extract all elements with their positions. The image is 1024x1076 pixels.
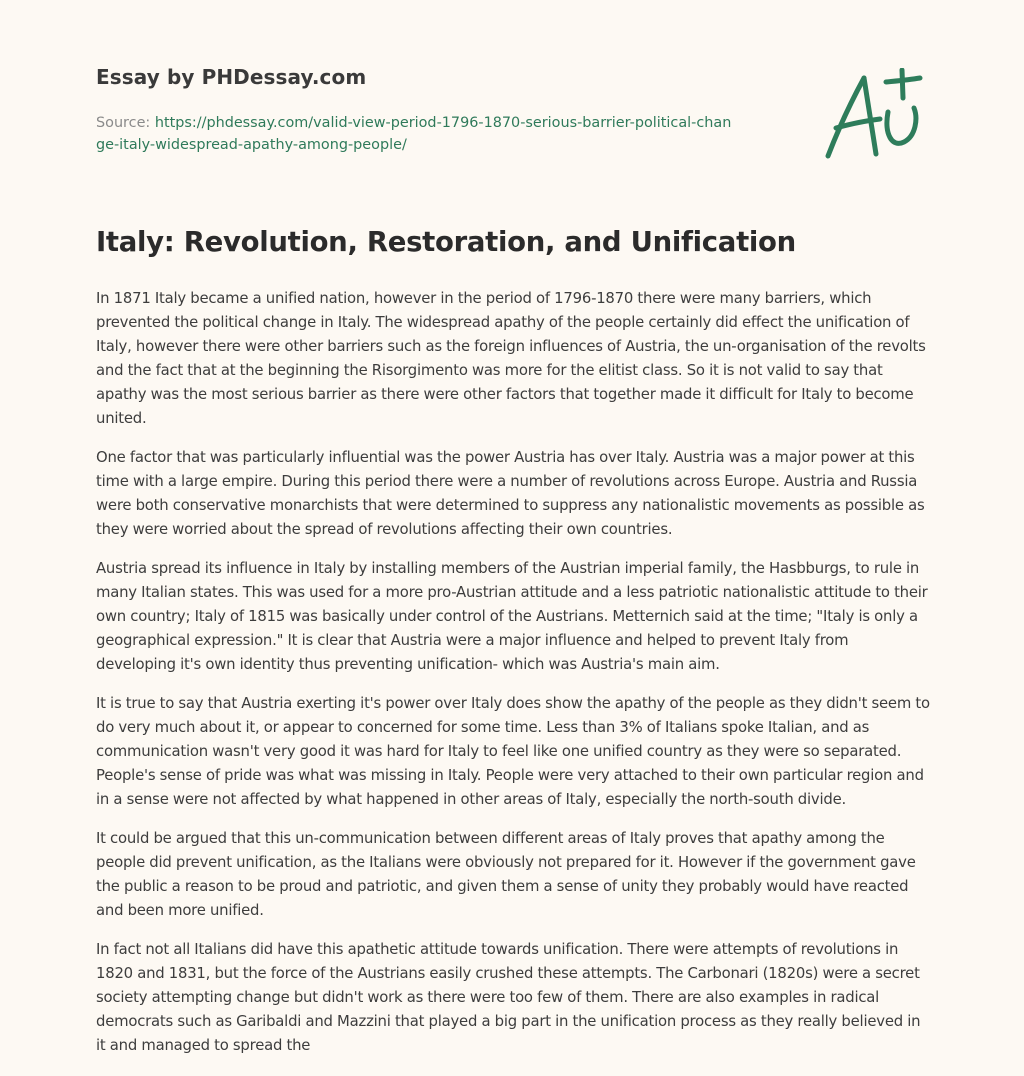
source-label: Source: xyxy=(96,115,155,131)
source-link[interactable]: https://phdessay.com/valid-view-period-1796-1870-serious-barrier-political-change-italy-widespread-apathy-among-people/ xyxy=(96,115,732,153)
essay-paragraph: In 1871 Italy became a unified nation, however in the period of 1796-1870 there were many barriers, which prevented the political change in Italy. The widespread apathy of the people certainly did effect the unification of Italy, however there were other barriers such as the foreign influences of Austria, the un-organisation of the revolts and the fact that at the beginning the Risorgimento was more for the elitist class. So it is not valid to say that apathy was the most serious barrier as there were other factors that together made it difficult for Italy to become united. xyxy=(96,289,926,427)
source-line xyxy=(96,112,736,156)
essay-body xyxy=(96,286,930,1072)
essay-paragraph: It is true to say that Austria exerting it's power over Italy does show the apathy of the people as they didn't seem to do very much about it, or appear to concerned for some time. Less than 3% of Italians spoke Italian, and as communication wasn't very good it was hard for Italy to feel like one unified country as they were so separated. People's sense of pride was what was missing in Italy. People were very attached to their own particular region and in a sense were not affected by what happened in other areas of Italy, especially the north-south divide. xyxy=(96,694,930,808)
essay-paragraph: Austria spread its influence in Italy by installing members of the Austrian imperial family, the Hasbburgs, to rule in many Italian states. This was used for a more pro-Austrian attitude and a less patriotic nationalistic attitude to their own country; Italy of 1815 was basically under control of the Austrians. Metternich said at the time; "Italy is only a geographical expression." It is clear that Austria were a major influence and helped to prevent Italy from developing it's own identity thus preventing unification- which was Austria's main aim. xyxy=(96,559,928,673)
a-plus-grade-icon xyxy=(824,68,928,164)
essay-paragraph: One factor that was particularly influential was the power Austria has over Italy. Austria was a major power at this time with a large empire. During this period there were a number of revolutions across Europe. Austria and Russia were both conservative monarchists that were determined to suppress any nationalistic movements as possible as they were worried about the spread of revolutions affecting their own countries. xyxy=(96,448,925,538)
essay-title: Italy: Revolution, Restoration, and Unification xyxy=(96,226,796,258)
essay-paragraph: It could be argued that this un-communication between different areas of Italy proves that apathy among the people did prevent unification, as the Italians were obviously not prepared for it. However if the government gave the public a reason to be proud and patriotic, and given them a sense of unity they probably would have reacted and been more unified. xyxy=(96,829,916,919)
site-brand: Essay by PHDessay.com xyxy=(96,65,367,89)
essay-paragraph: In fact not all Italians did have this apathetic attitude towards unification. There were attempts of revolutions in 1820 and 1831, but the force of the Austrians easily crushed these attempts. The Carbonari (1820s) were a secret society attempting change but didn't work as there were too few of them. There are also examples in radical democrats such as Garibaldi and Mazzini that played a big part in the unification process as they really believed in it and managed to spread the xyxy=(96,940,921,1054)
